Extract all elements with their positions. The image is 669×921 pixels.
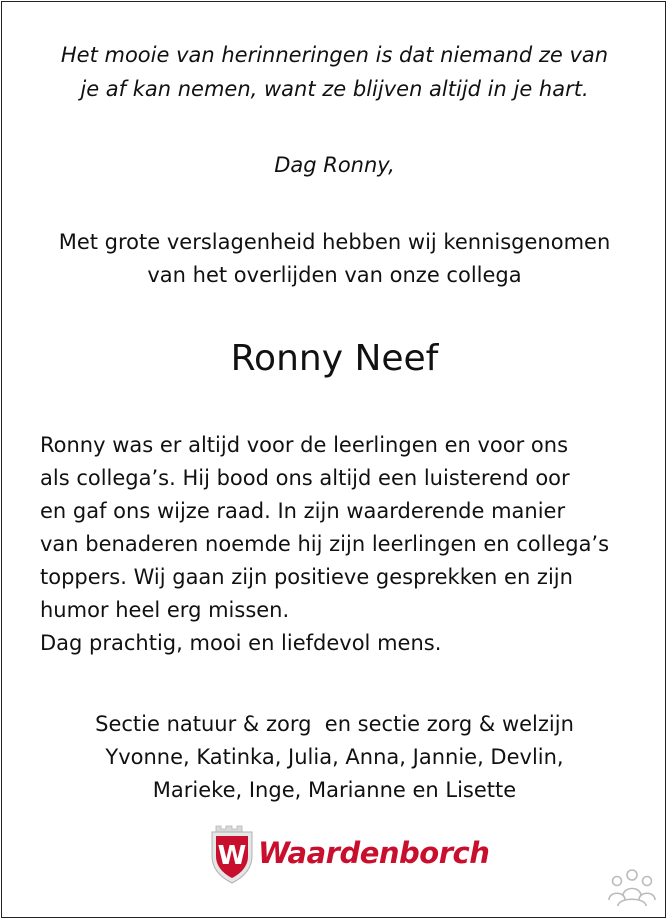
signature-line-1: Sectie natuur & zorg en sectie zorg & welzijn: [95, 712, 574, 736]
message-line: als collega’s. Hij bood ons altijd een luisterend oor: [40, 466, 570, 490]
logo-text: Waardenborch: [258, 836, 490, 870]
announcement: [0, 226, 669, 292]
message-line: Ronny was er altijd voor de leerlingen en voor ons: [40, 433, 569, 457]
waardenborch-logo: [208, 822, 488, 886]
waardenborch-shield-logo: [208, 822, 260, 886]
signature-line-3: Marieke, Inge, Marianne en Lisette: [152, 778, 517, 802]
message-line: en gaf ons wijze raad. In zijn waarderende manier: [40, 499, 566, 523]
opening-quote: [0, 38, 669, 106]
people-group-icon: [606, 866, 658, 910]
quote-line-1: Het mooie van herinneringen is dat niemand ze van: [60, 43, 609, 67]
quote-line-2: je af kan nemen, want ze blijven altijd in je hart.: [80, 77, 589, 101]
announcement-line-2: van het overlijden van onze collega: [147, 263, 522, 287]
announcement-line-1: Met grote verslagenheid hebben wij kennisgenomen: [58, 230, 611, 254]
signature-line-2: Yvonne, Katinka, Julia, Anna, Jannie, Devlin,: [105, 745, 564, 769]
greeting: Dag Ronny,: [274, 153, 395, 177]
message-line: van benaderen noemde hij zijn leerlingen en collega’s: [40, 532, 610, 556]
signature: [0, 708, 669, 807]
message-line: toppers. Wij gaan zijn positieve gesprekken en zijn: [40, 565, 573, 589]
logo-letter: W: [217, 841, 247, 871]
message-line: Dag prachtig, mooi en liefdevol mens.: [40, 631, 442, 655]
message-line: humor heel erg missen.: [40, 598, 290, 622]
deceased-name: Ronny Neef: [230, 338, 439, 379]
message-body: [40, 429, 640, 660]
